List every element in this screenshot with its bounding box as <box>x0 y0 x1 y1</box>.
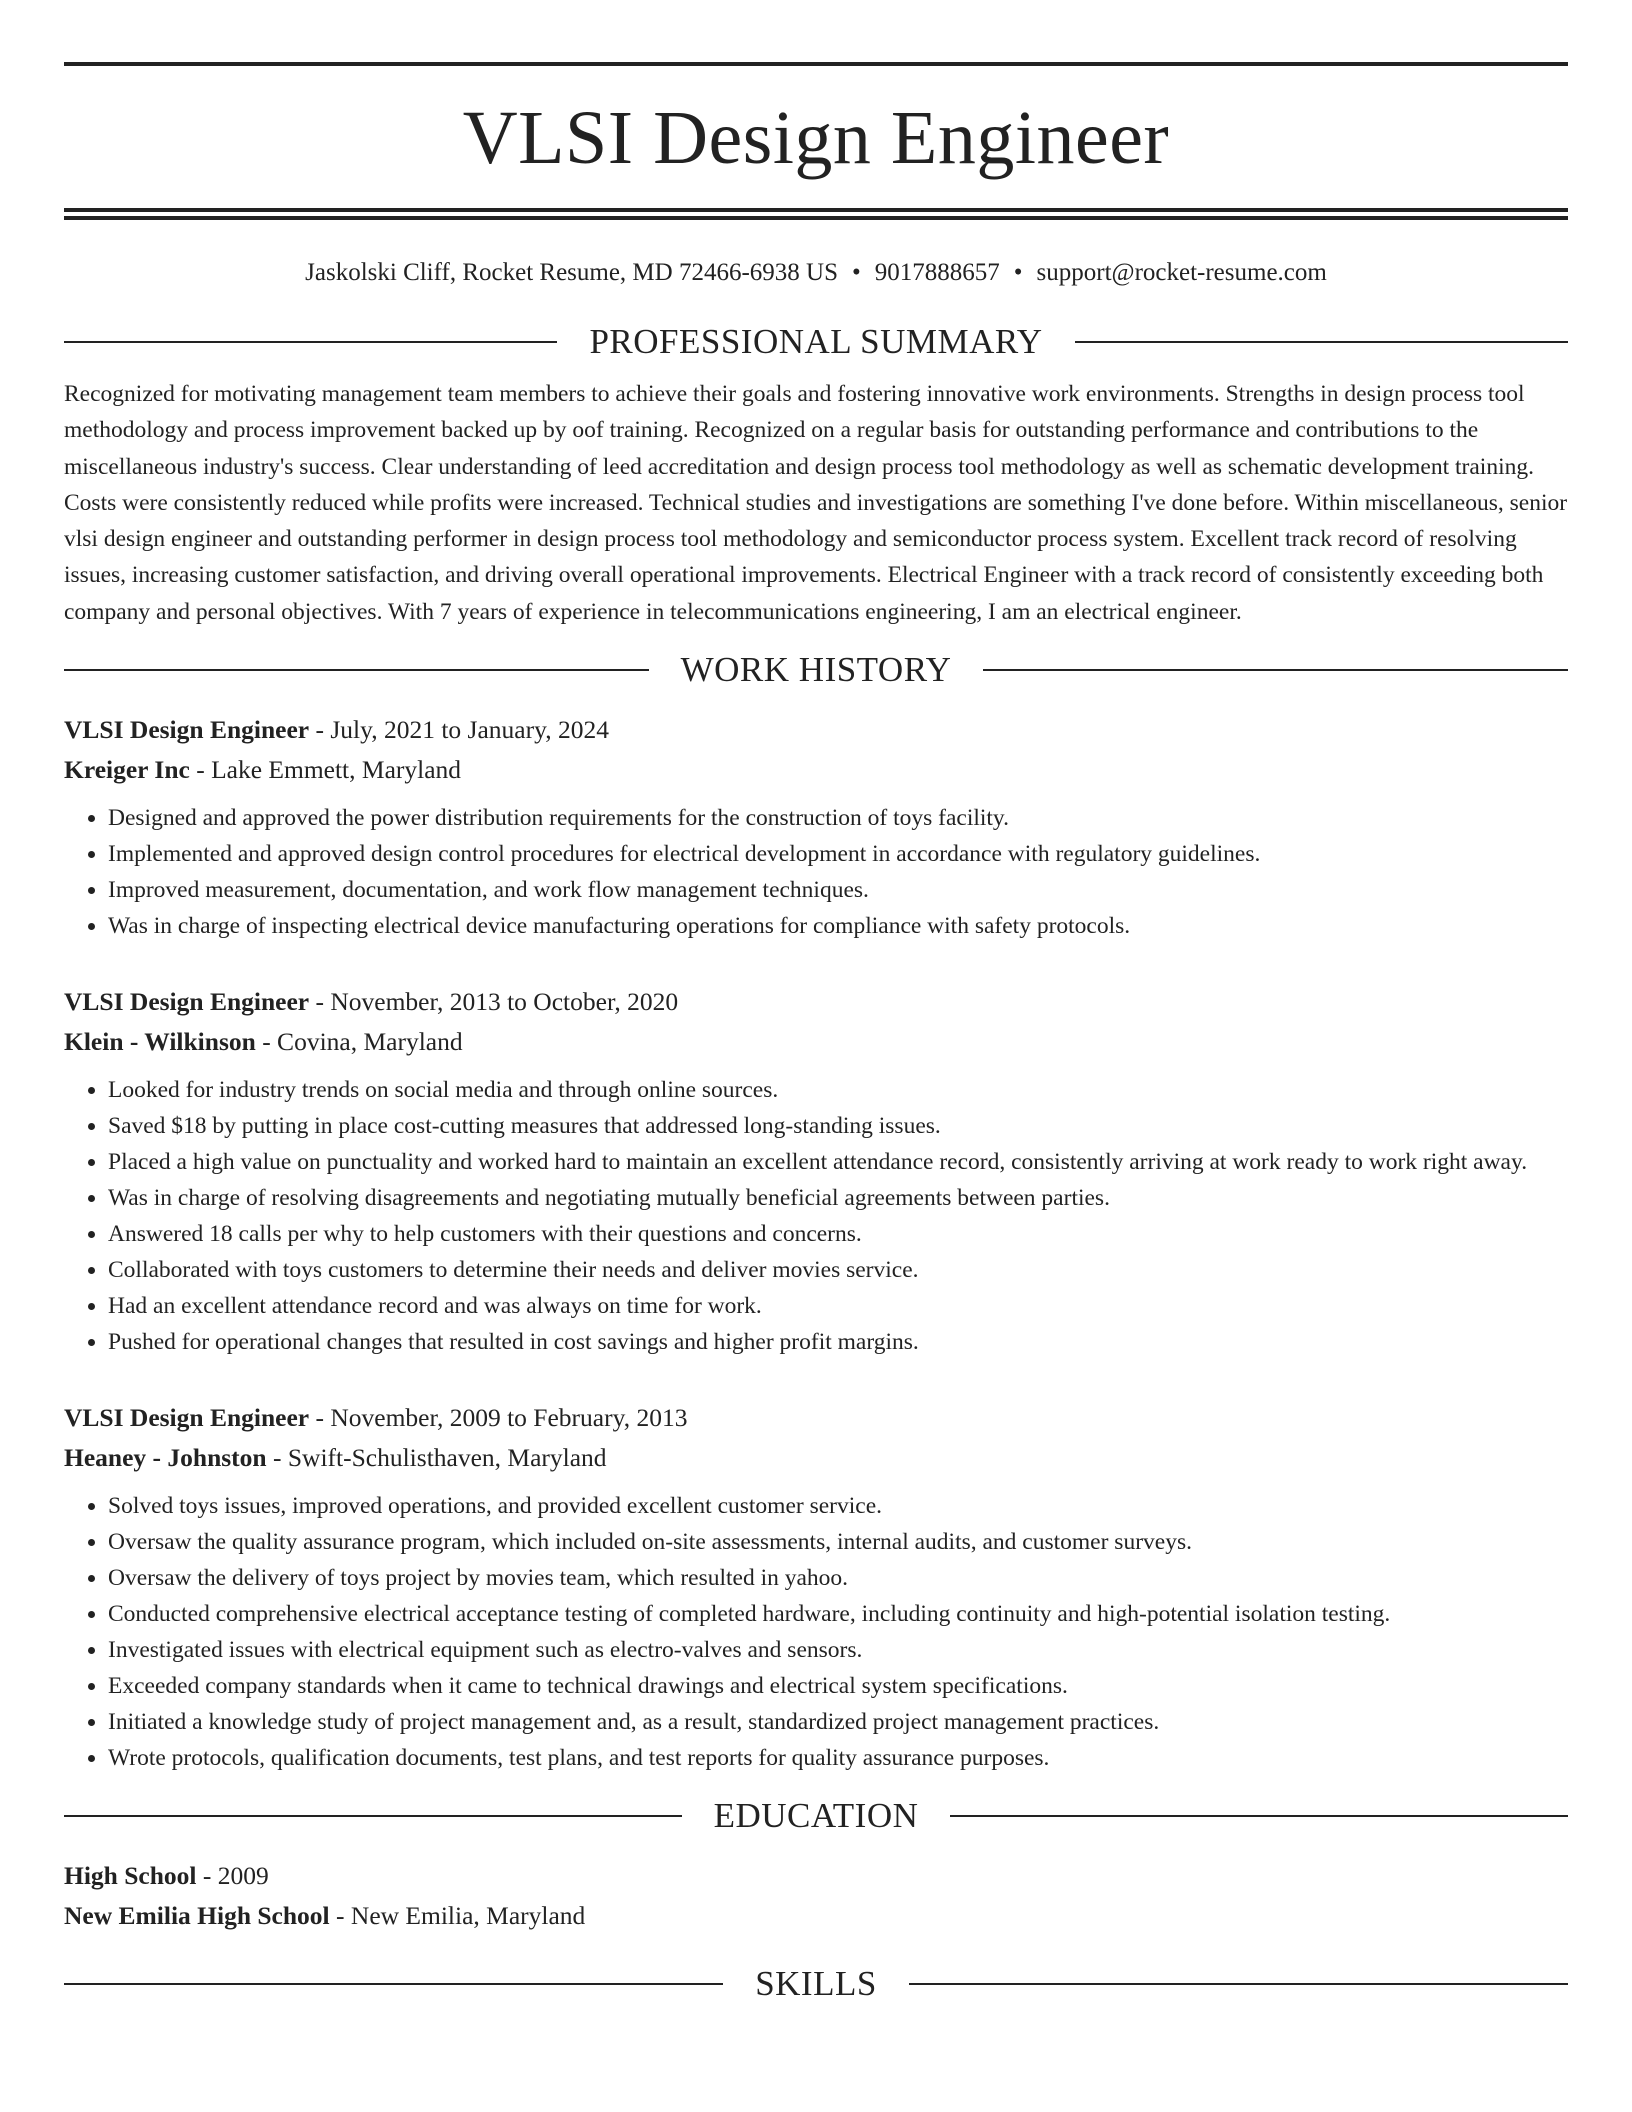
contact-address: Jaskolski Cliff, Rocket Resume, MD 72466-6938 US <box>305 259 839 286</box>
job-entry <box>64 982 1568 1360</box>
contact-separator: • <box>1013 259 1023 286</box>
duty-item: • Collaborated with toys customers to determine their needs and deliver movies service. <box>108 1252 1568 1288</box>
duty-item: • Saved $18 by putting in place cost-cutting measures that addressed long-standing issues. <box>108 1108 1568 1144</box>
section-title: PROFESSIONAL SUMMARY <box>589 322 1043 361</box>
job-dates: - November, 2009 to February, 2013 <box>309 1403 688 1433</box>
heading-rule <box>950 1815 1568 1817</box>
section-title: SKILLS <box>755 1964 877 2004</box>
duty-item: • Had an excellent attendance record and was always on time for work. <box>108 1288 1568 1324</box>
education-degree-line <box>64 1856 1568 1896</box>
job-company: Klein - Wilkinson <box>64 1027 256 1057</box>
job-duties <box>64 1072 1568 1360</box>
duty-item: • Was in charge of resolving disagreements and negotiating mutually beneficial agreements between parties. <box>108 1180 1568 1216</box>
job-company-line <box>64 1022 1568 1062</box>
duty-item: • Solved toys issues, improved operations, and provided excellent customer service. <box>108 1488 1568 1524</box>
education-degree: High School <box>64 1861 197 1891</box>
heading-rule <box>983 669 1568 671</box>
education-entry <box>64 1856 1568 1936</box>
education-location: - New Emilia, Maryland <box>329 1901 586 1931</box>
job-duties <box>64 800 1568 944</box>
heading-rule <box>64 669 649 671</box>
contact-phone: 9017888657 <box>874 259 1000 286</box>
duty-item: • Wrote protocols, qualification documents, test plans, and test reports for quality assurance purposes. <box>108 1740 1568 1776</box>
title-double-rule <box>64 208 1568 220</box>
duty-item: • Improved measurement, documentation, and work flow management techniques. <box>108 872 1568 908</box>
resume-page <box>64 62 1568 2004</box>
section-title: EDUCATION <box>713 1796 919 1836</box>
duty-item: • Oversaw the quality assurance program, which included on-site assessments, internal audits, and customer surveys. <box>108 1524 1568 1560</box>
top-rule <box>64 62 1568 66</box>
section-heading-education <box>64 1796 1568 1836</box>
summary-text: Recognized for motivating management team members to achieve their goals and fostering innovative work environments. Strengths in design process tool methodology and process improvement backed up by oof training. Recognized on a regular basis for outstanding performance and contributions to the miscellaneous industry's success. Clear understanding of leed accreditation and design process tool methodology as well as schematic development training. Costs were consistently reduced while profits were increased. Technical studies and investigations are something I've done before. Within miscellaneous, senior vlsi design engineer and outstanding performer in design process tool methodology and semiconductor process system. Excellent track record of resolving issues, increasing customer satisfaction, and driving overall operational improvements. Electrical Engineer with a track record of consistently exceeding both company and personal objectives. With 7 years of experience in telecommunications engineering, I am an electrical engineer. <box>64 381 1568 625</box>
resume-title: VLSI Design Engineer <box>462 96 1170 180</box>
duty-item: • Placed a high value on punctuality and worked hard to maintain an excellent attendance record, consistently arriving at work ready to work right away. <box>108 1144 1568 1180</box>
heading-rule <box>1075 341 1568 343</box>
duty-item: • Designed and approved the power distribution requirements for the construction of toys facility. <box>108 800 1568 836</box>
job-title-line <box>64 710 1568 750</box>
job-entry <box>64 1398 1568 1776</box>
job-location: - Swift-Schulisthaven, Maryland <box>266 1443 607 1473</box>
job-company-line <box>64 750 1568 790</box>
job-duties <box>64 1488 1568 1776</box>
duty-item: • Implemented and approved design control procedures for electrical development in accordance with regulatory guidelines. <box>108 836 1568 872</box>
duty-item: • Answered 18 calls per why to help customers with their questions and concerns. <box>108 1216 1568 1252</box>
section-heading-skills <box>64 1964 1568 2004</box>
job-title: VLSI Design Engineer <box>64 715 310 745</box>
job-dates: - July, 2021 to January, 2024 <box>309 715 609 745</box>
contact-line <box>64 258 1568 288</box>
duty-item: • Exceeded company standards when it came to technical drawings and electrical system specifications. <box>108 1668 1568 1704</box>
heading-rule <box>64 341 557 343</box>
job-entry <box>64 710 1568 944</box>
heading-rule <box>64 1815 682 1817</box>
job-title: VLSI Design Engineer <box>64 1403 310 1433</box>
section-heading-work <box>64 650 1568 690</box>
duty-item: • Investigated issues with electrical equipment such as electro-valves and sensors. <box>108 1632 1568 1668</box>
education-year: - 2009 <box>196 1861 269 1891</box>
job-location: - Lake Emmett, Maryland <box>189 755 462 785</box>
job-location: - Covina, Maryland <box>255 1027 463 1057</box>
job-title: VLSI Design Engineer <box>64 987 310 1017</box>
job-company: Kreiger Inc <box>64 755 190 785</box>
duty-item: • Pushed for operational changes that resulted in cost savings and higher profit margins. <box>108 1324 1568 1360</box>
duty-item: • Conducted comprehensive electrical acceptance testing of completed hardware, including continuity and high-potential isolation testing. <box>108 1596 1568 1632</box>
job-company-line <box>64 1438 1568 1478</box>
job-title-line <box>64 1398 1568 1438</box>
job-dates: - November, 2013 to October, 2020 <box>309 987 679 1017</box>
duty-item: • Was in charge of inspecting electrical device manufacturing operations for compliance with safety protocols. <box>108 908 1568 944</box>
section-title: WORK HISTORY <box>680 650 952 690</box>
education-school-line <box>64 1896 1568 1936</box>
job-company: Heaney - Johnston <box>64 1443 267 1473</box>
contact-separator: • <box>852 259 861 286</box>
job-title-line <box>64 982 1568 1022</box>
duty-item: • Initiated a knowledge study of project management and, as a result, standardized project management practices. <box>108 1704 1568 1740</box>
education-school: New Emilia High School <box>64 1901 330 1931</box>
heading-rule <box>909 1983 1568 1985</box>
duty-item: • Oversaw the delivery of toys project by movies team, which resulted in yahoo. <box>108 1560 1568 1596</box>
section-heading-summary <box>64 322 1568 362</box>
duty-item: • Looked for industry trends on social media and through online sources. <box>108 1072 1568 1108</box>
contact-email: support@rocket-resume.com <box>1036 259 1327 286</box>
heading-rule <box>64 1983 723 1985</box>
